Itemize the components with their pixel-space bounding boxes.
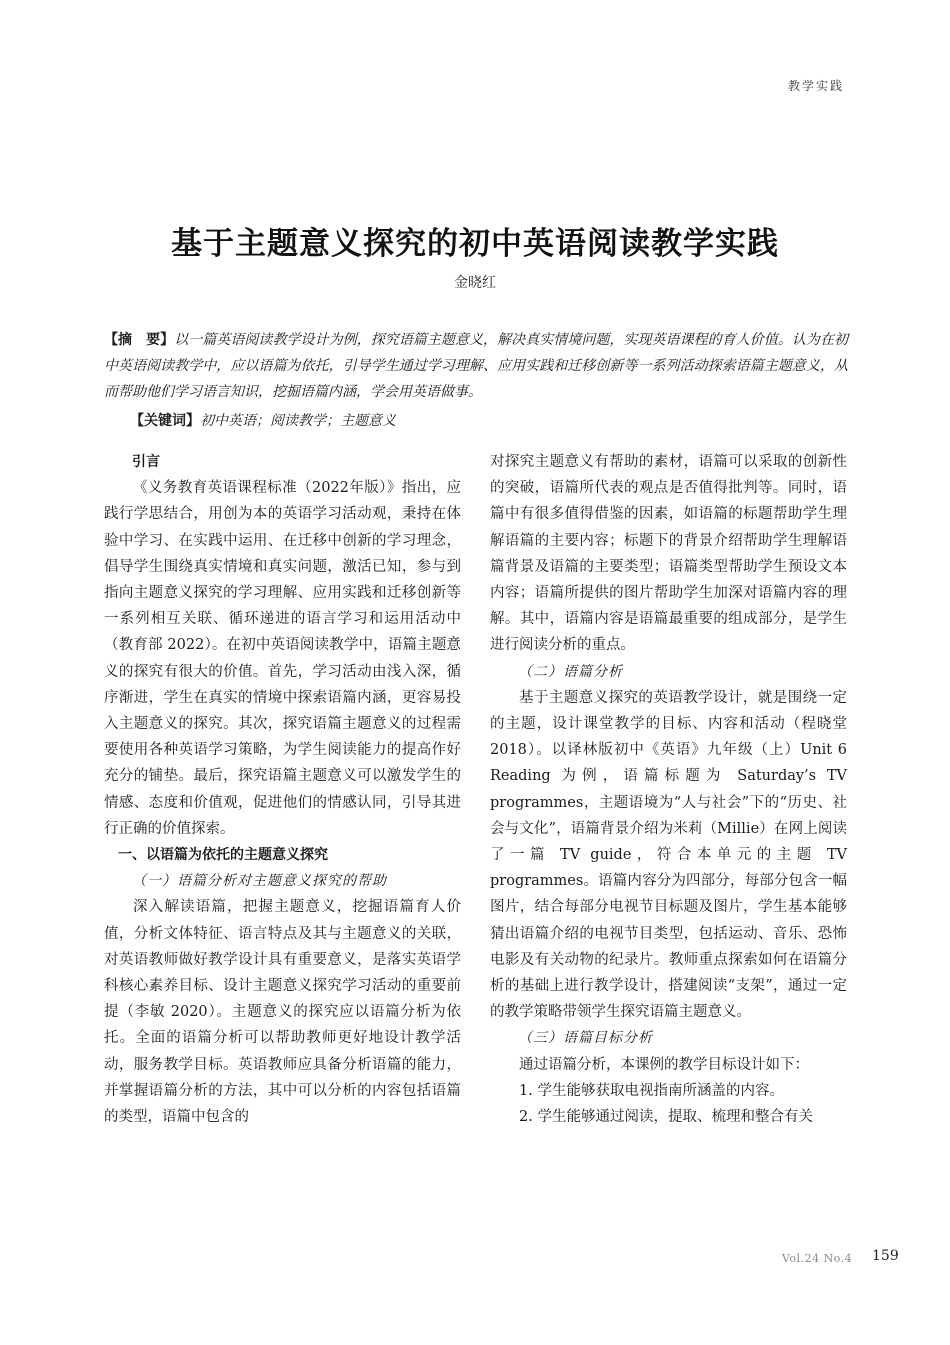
subsection3-heading: （三）语篇目标分析 — [518, 1030, 653, 1047]
keywords — [130, 408, 396, 434]
section-tag: 教学实践 — [788, 79, 845, 93]
intro-heading: 引言 — [132, 454, 160, 470]
abstract — [104, 327, 848, 405]
keywords-text: 初中英语；阅读教学；主题意义 — [200, 413, 396, 429]
abstract-text: 以一篇英语阅读教学设计为例，探究语篇主题意义，解决真实情境问题，实现英语课程的育人价值。认为在初中英语阅读教学中，应以语篇为依托，引导学生通过学习理解、应用实践和迁移创新等一系列活动探索语篇主题意义，从而帮助他们学习语言知识，挖掘语篇内涵，学会用英语做事。 — [104, 332, 849, 400]
page-number: 159 — [872, 1248, 899, 1264]
subsection1-paragraph: 深入解读语篇，把握主题意义，挖掘语篇育人价值，分析文体特征、语言特点及其与主题意义的关联，对英语教师做好教学设计具有重要意义，是落实英语学科核心素养目标、设计主题意义探究学习活动的重要前提（李敏 2020）。主题意义的探究应以语篇分析为依托。全面的语篇分析可以帮助教师更好地设计教学活动，服务教学目标。英语教师应具备分析语篇的能力，并掌握语篇分析的方法，其中可以分析的内容包括语篇的类型，语篇中包含的 — [104, 899, 461, 1126]
keywords-label: 【关键词】 — [130, 413, 200, 429]
subsection2-paragraph: 基于主题意义探究的英语教学设计，就是围绕一定的主题，设计课堂教学的目标、内容和活动（程晓堂 2018）。以译林版初中《英语》九年级（上）Unit 6 Reading 为例，语篇标题为 Saturday’s TV programmes，主题语境为“人与社会”下的“历史、社会与文化”，语篇背景介绍为米莉（Millie）在网上阅读了一篇 TV guide，符合本单元的主题 TV programmes。语篇内容分为四部分，每部分包含一幅图片，结合每部分电视节目标题及图片，学生基本能够猜出语篇介绍的电视节目类型，包括运动、音乐、恐怖电影及有关动物的纪录片。教师重点探索如何在语篇分析的基础上进行教学设计，搭建阅读“支架”，通过一定的教学策略带领学生探究语篇主题意义。 — [490, 689, 847, 1021]
section1-heading: 一、以语篇为依托的主题意义探究 — [118, 847, 328, 864]
left-column — [104, 449, 461, 1130]
article-title: 基于主题意义探究的初中英语阅读教学实践 — [171, 226, 779, 262]
subsection1-heading: （一）语篇分析对主题意义探究的帮助 — [132, 873, 387, 890]
intro-paragraph: 《义务教育英语课程标准（2022年版）》指出，应践行学思结合，用创为本的英语学习活动观，秉持在体验中学习、在实践中运用、在迁移中创新的学习理念，倡导学生围绕真实情境和真实问题，激活已知，参与到指向主题意义探究的学习理解、应用实践和迁移创新等一系列相互关联、循环递进的语言学习和运用活动中（教育部 2022）。在初中英语阅读教学中，语篇主题意义的探究有很大的价值。首先，学习活动由浅入深，循序渐进，学生在真实的情境中探索语篇内涵，更容易投入主题意义的探究。其次，探究语篇主题意义的过程需要使用各种英语学习策略，为学生阅读能力的提高作好充分的铺垫。最后，探究语篇主题意义可以激发学生的情感、态度和价值观，促进他们的情感认同，引导其进行正确的价值探索。 — [104, 480, 461, 837]
goal-item: 2. 学生能够通过阅读，提取、梳理和整合有关 — [519, 1109, 813, 1126]
abstract-label: 【摘 要】 — [104, 332, 175, 348]
article-author: 金晓红 — [454, 275, 496, 291]
right-column — [490, 449, 847, 1130]
goal-item: 1. 学生能够获取电视指南所涵盖的内容。 — [519, 1082, 784, 1099]
subsection3-paragraph: 通过语篇分析，本课例的教学目标设计如下： — [519, 1056, 809, 1073]
subsection2-heading: （二）语篇分析 — [518, 663, 623, 680]
continued-paragraph: 对探究主题意义有帮助的素材，语篇可以采取的创新性的突破，语篇所代表的观点是否值得批判等。同时，语篇中有很多值得借鉴的因素，如语篇的标题帮助学生理解语篇的主要内容；标题下的背景介绍帮助学生理解语篇背景及语篇的主要类型；语篇类型帮助学生预设文本内容；语篇所提供的图片帮助学生加深对语篇内容的理解。其中，语篇内容是语篇最重要的组成部分，是学生进行阅读分析的重点。 — [490, 454, 847, 654]
volume-info: Vol.24 No.4 — [782, 1252, 853, 1265]
